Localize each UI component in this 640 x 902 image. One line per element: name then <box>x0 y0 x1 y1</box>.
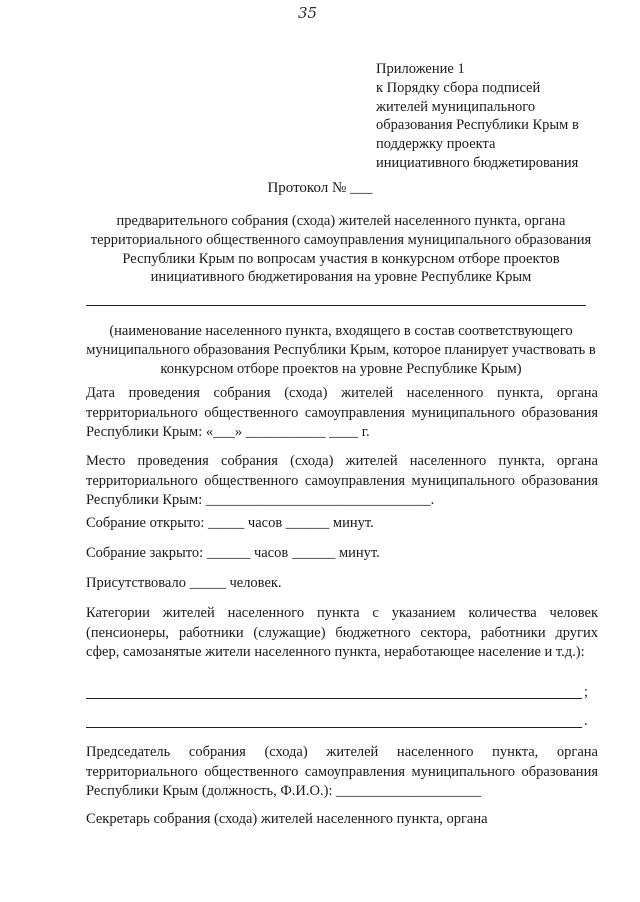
appendix-line: инициативного бюджетирования <box>376 154 579 171</box>
categories-line-2 <box>86 727 582 728</box>
protocol-title: Протокол № ___ <box>267 180 373 196</box>
line-end-semicolon: ; <box>584 684 589 700</box>
appendix-line: Приложение 1 <box>376 61 465 77</box>
appendix-line: образования Республики Крым в <box>376 117 579 134</box>
meeting-opened: Собрание открыто: _____ часов ______ минут. <box>86 515 374 531</box>
place-paragraph: Место проведения собрания (схода) жителей населенного пункта, органа территориального общественного самоуправления муниципального образования Республики Крым: _______________________________. <box>86 453 598 508</box>
appendix-block <box>376 60 579 173</box>
settlement-name-line <box>86 305 586 306</box>
appendix-line: к Порядку сбора подписей <box>376 79 541 96</box>
date-paragraph: Дата проведения собрания (схода) жителей населенного пункта, органа территориального общественного самоуправления муниципального образования Республики Крым: «___» ___________ ____ г. <box>86 385 598 440</box>
settlement-caption: (наименование населенного пункта, входящего в состав соответствующего муниципального образования Республики Крым, которое планирует участвовать в конкурсном отборе проектов на уровне Республике Крым) <box>86 323 596 377</box>
page-number: 35 <box>298 4 318 22</box>
categories-paragraph: Категории жителей населенного пункта с указанием количества человек (пенсионеры, работники (служащие) бюджетного сектора, работники других сфер, самозанятые жители населенного пункта, неработающее население и т.д.): <box>86 605 598 660</box>
chairman-paragraph: Председатель собрания (схода) жителей населенного пункта, органа территориального общественного самоуправления муниципального образования Республики Крым (должность, Ф.И.О.): ____________________ <box>86 744 598 799</box>
line-end-period: . <box>584 713 588 729</box>
protocol-subtitle: предварительного собрания (схода) жителей населенного пункта, органа территориального общественного самоуправления муниципального образования Республики Крым по вопросам участия в конкурсном отборе проектов инициативного бюджетирования на уровне Республике Крым <box>90 213 592 286</box>
categories-line-1 <box>86 698 582 699</box>
appendix-line: поддержку проекта <box>376 136 496 153</box>
attendance: Присутствовало _____ человек. <box>86 575 282 591</box>
meeting-closed: Собрание закрыто: ______ часов ______ минут. <box>86 545 380 561</box>
appendix-line: жителей муниципального <box>376 98 536 115</box>
secretary-paragraph: Секретарь собрания (схода) жителей населенного пункта, органа <box>86 811 488 827</box>
